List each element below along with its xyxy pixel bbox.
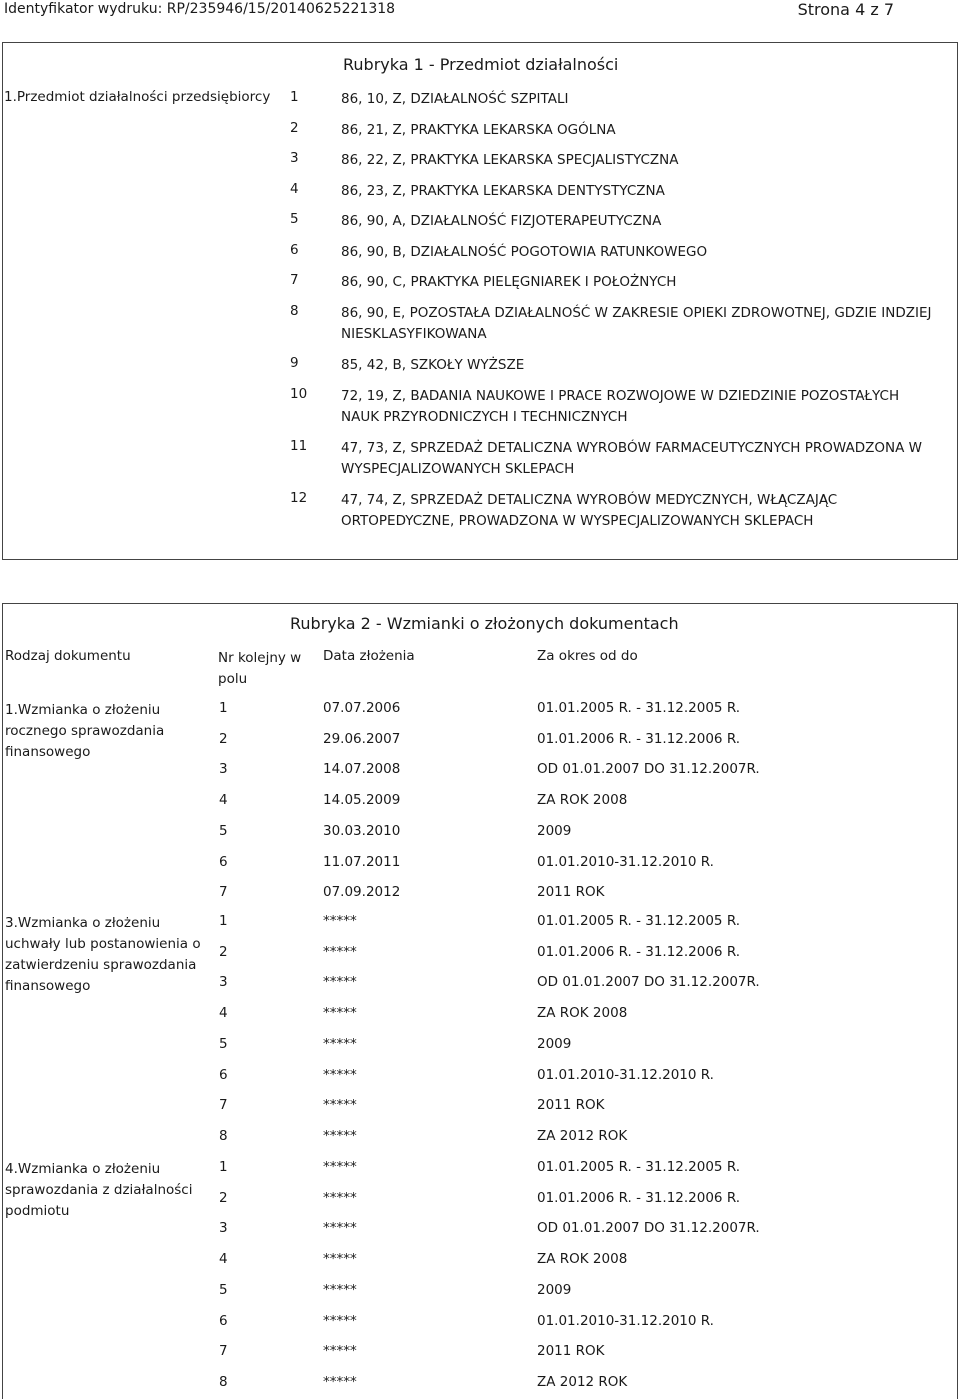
document-row-period: OD 01.01.2007 DO 31.12.2007R.	[537, 974, 760, 990]
document-row-date: *****	[323, 1067, 357, 1083]
document-row-number: 6	[219, 1313, 228, 1329]
document-row-date: 07.07.2006	[323, 700, 401, 716]
document-row-number: 2	[219, 1190, 228, 1206]
column-header-date: Data złożenia	[323, 648, 415, 664]
column-header-number: Nr kolejny w polu	[218, 650, 302, 687]
document-row-number: 3	[219, 761, 228, 777]
page-number: Strona 4 z 7	[797, 0, 894, 19]
document-type-label: 1.Wzmianka o złożeniu rocznego sprawozdania finansowego	[5, 702, 165, 760]
document-row-period: 01.01.2005 R. - 31.12.2005 R.	[537, 1159, 741, 1175]
document-row-date: *****	[323, 1313, 357, 1329]
document-row-period: 2009	[537, 1036, 572, 1052]
activity-item-number: 11	[290, 438, 308, 454]
document-row-number: 5	[219, 1036, 228, 1052]
document-row-period: 2009	[537, 823, 572, 839]
document-row-number: 6	[219, 1067, 228, 1083]
document-row-number: 7	[219, 1343, 228, 1359]
document-row-date: *****	[323, 1190, 357, 1206]
activity-item-text: 86, 23, Z, PRAKTYKA LEKARSKA DENTYSTYCZNA	[341, 183, 665, 199]
activity-item-number: 9	[290, 355, 299, 371]
document-row-period: ZA 2012 ROK	[537, 1128, 628, 1144]
document-row-period: 2011 ROK	[537, 1097, 605, 1113]
document-row-date: 11.07.2011	[323, 854, 401, 870]
document-row-number: 5	[219, 823, 228, 839]
document-row-number: 1	[219, 700, 228, 716]
document-row-period: ZA ROK 2008	[537, 1251, 628, 1267]
document-row-number: 2	[219, 944, 228, 960]
document-row-period: 2009	[537, 1282, 572, 1298]
document-row-number: 2	[219, 731, 228, 747]
document-row-number: 8	[219, 1128, 228, 1144]
activity-item-number: 5	[290, 211, 299, 227]
document-row-date: *****	[323, 1159, 357, 1175]
activity-item-number: 3	[290, 150, 299, 166]
activity-item-text: 86, 22, Z, PRAKTYKA LEKARSKA SPECJALISTYCZNA	[341, 152, 679, 168]
activity-item-text: 86, 90, E, POZOSTAŁA DZIAŁALNOŚĆ W ZAKRESIE OPIEKI ZDROWOTNEJ, GDZIE INDZIEJ NIESKLASYFIKOWANA	[341, 305, 932, 342]
document-row-period: 01.01.2010-31.12.2010 R.	[537, 1313, 714, 1329]
activity-item-text: 85, 42, B, SZKOŁY WYŻSZE	[341, 357, 525, 373]
section-label: 1.Przedmiot działalności przedsiębiorcy	[4, 89, 271, 105]
activity-item-number: 12	[290, 490, 308, 506]
document-row-date: *****	[323, 1005, 357, 1021]
activity-item-text: 47, 73, Z, SPRZEDAŻ DETALICZNA WYROBÓW FARMACEUTYCZNYCH PROWADZONA W WYSPECJALIZOWANYCH SKLEPACH	[341, 440, 922, 477]
activity-item-number: 7	[290, 272, 299, 288]
activity-item-number: 10	[290, 386, 308, 402]
activity-item-number: 4	[290, 181, 299, 197]
document-row-number: 1	[219, 1159, 228, 1175]
document-row-date: *****	[323, 1220, 357, 1236]
activity-item-number: 6	[290, 242, 299, 258]
document-row-date: 14.07.2008	[323, 761, 401, 777]
activity-item-text: 86, 10, Z, DZIAŁALNOŚĆ SZPITALI	[341, 91, 569, 107]
document-row-date: *****	[323, 1097, 357, 1113]
document-row-period: 01.01.2005 R. - 31.12.2005 R.	[537, 913, 741, 929]
document-row-date: 30.03.2010	[323, 823, 401, 839]
document-row-period: 01.01.2010-31.12.2010 R.	[537, 854, 714, 870]
document-row-period: 01.01.2006 R. - 31.12.2006 R.	[537, 731, 741, 747]
document-row-period: 2011 ROK	[537, 884, 605, 900]
document-row-date: *****	[323, 1282, 357, 1298]
document-row-number: 6	[219, 854, 228, 870]
document-row-number: 1	[219, 913, 228, 929]
document-row-number: 7	[219, 1097, 228, 1113]
document-type-label: 3.Wzmianka o złożeniu uchwały lub postanowienia o zatwierdzeniu sprawozdania finansowego	[5, 915, 201, 994]
document-row-date: 14.05.2009	[323, 792, 401, 808]
document-type-label: 4.Wzmianka o złożeniu sprawozdania z działalności podmiotu	[5, 1161, 193, 1219]
document-row-period: 01.01.2006 R. - 31.12.2006 R.	[537, 1190, 741, 1206]
document-row-number: 7	[219, 884, 228, 900]
rubryka-1-title: Rubryka 1 - Przedmiot działalności	[343, 55, 619, 74]
document-row-number: 5	[219, 1282, 228, 1298]
document-row-number: 4	[219, 1251, 228, 1267]
activity-item-text: 72, 19, Z, BADANIA NAUKOWE I PRACE ROZWOJOWE W DZIEDZINIE POZOSTAŁYCH NAUK PRZYRODNICZYCH I TECHNICZNYCH	[341, 388, 900, 425]
document-row-period: 01.01.2010-31.12.2010 R.	[537, 1067, 714, 1083]
document-row-date: 29.06.2007	[323, 731, 401, 747]
document-row-date: *****	[323, 913, 357, 929]
document-row-number: 8	[219, 1374, 228, 1390]
document-row-date: *****	[323, 1251, 357, 1267]
activity-item-text: 86, 21, Z, PRAKTYKA LEKARSKA OGÓLNA	[341, 122, 616, 138]
column-header-type: Rodzaj dokumentu	[5, 648, 131, 664]
rubryka-2-title: Rubryka 2 - Wzmianki o złożonych dokumentach	[290, 614, 679, 633]
document-row-date: *****	[323, 1128, 357, 1144]
document-row-date: *****	[323, 1374, 357, 1390]
document-row-number: 4	[219, 1005, 228, 1021]
activity-item-number: 1	[290, 89, 299, 105]
document-row-number: 3	[219, 974, 228, 990]
activity-item-text: 86, 90, A, DZIAŁALNOŚĆ FIZJOTERAPEUTYCZNA	[341, 213, 662, 229]
activity-item-text: 47, 74, Z, SPRZEDAŻ DETALICZNA WYROBÓW MEDYCZNYCH, WŁĄCZAJĄC ORTOPEDYCZNE, PROWADZONA W WYSPECJALIZOWANYCH SKLEPACH	[341, 492, 838, 529]
document-row-date: *****	[323, 1343, 357, 1359]
column-header-period: Za okres od do	[537, 648, 638, 664]
activity-item-number: 2	[290, 120, 299, 136]
activity-item-text: 86, 90, B, DZIAŁALNOŚĆ POGOTOWIA RATUNKOWEGO	[341, 244, 708, 260]
document-row-number: 4	[219, 792, 228, 808]
document-row-period: ZA ROK 2008	[537, 792, 628, 808]
document-row-number: 3	[219, 1220, 228, 1236]
document-row-period: 2011 ROK	[537, 1343, 605, 1359]
document-row-date: 07.09.2012	[323, 884, 401, 900]
document-row-date: *****	[323, 974, 357, 990]
document-row-period: 01.01.2005 R. - 31.12.2005 R.	[537, 700, 741, 716]
document-row-date: *****	[323, 944, 357, 960]
activity-item-text: 86, 90, C, PRAKTYKA PIELĘGNIAREK I POŁOŻNYCH	[341, 274, 677, 290]
document-row-date: *****	[323, 1036, 357, 1052]
document-row-period: ZA 2012 ROK	[537, 1374, 628, 1390]
document-row-period: 01.01.2006 R. - 31.12.2006 R.	[537, 944, 741, 960]
document-row-period: ZA ROK 2008	[537, 1005, 628, 1021]
document-row-period: OD 01.01.2007 DO 31.12.2007R.	[537, 1220, 760, 1236]
print-identifier: Identyfikator wydruku: RP/235946/15/20140625221318	[4, 1, 396, 17]
activity-item-number: 8	[290, 303, 299, 319]
document-row-period: OD 01.01.2007 DO 31.12.2007R.	[537, 761, 760, 777]
